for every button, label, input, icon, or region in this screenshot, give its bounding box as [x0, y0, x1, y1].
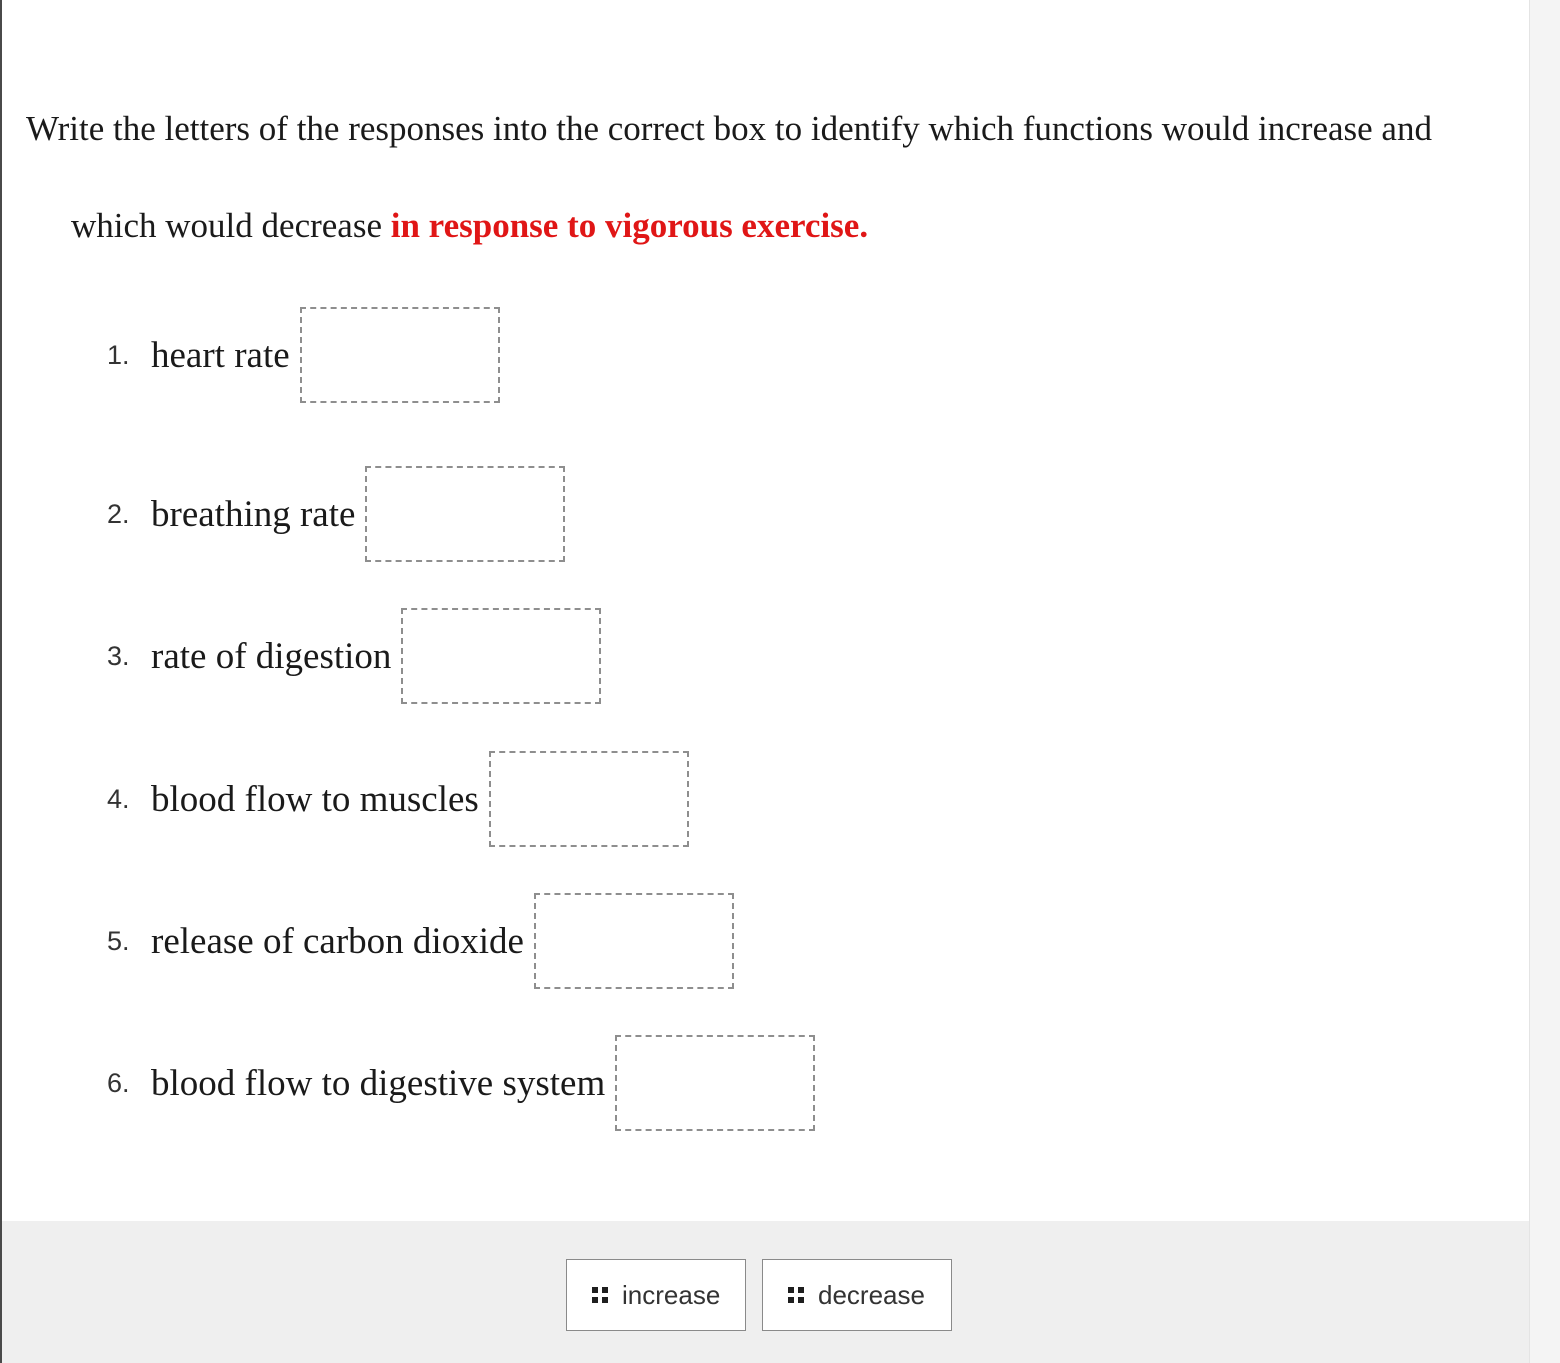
- list-item: [107, 606, 601, 706]
- list-item: [107, 305, 500, 405]
- item-number: 3.: [107, 640, 130, 671]
- answer-drop-box[interactable]: [401, 608, 601, 704]
- answer-drop-box[interactable]: [534, 893, 734, 989]
- choice-decrease[interactable]: [762, 1259, 952, 1331]
- instructions-emphasis: in response to vigorous exercise.: [390, 206, 869, 245]
- item-label: heart rate: [151, 334, 290, 376]
- question-instructions: [26, 80, 1516, 274]
- drag-handle-icon: [592, 1287, 608, 1303]
- item-number: 2.: [107, 498, 130, 529]
- item-number: 5.: [107, 925, 130, 956]
- response-bank: [2, 1221, 1529, 1363]
- item-label: blood flow to digestive system: [151, 1062, 606, 1104]
- answer-drop-box[interactable]: [615, 1035, 815, 1131]
- drag-handle-icon: [788, 1287, 804, 1303]
- choice-label: decrease: [818, 1279, 925, 1310]
- list-item: [107, 1033, 815, 1133]
- answer-drop-box[interactable]: [489, 751, 689, 847]
- choice-increase[interactable]: [566, 1259, 746, 1331]
- item-label: blood flow to muscles: [151, 778, 479, 820]
- instructions-line-2: [26, 206, 868, 245]
- item-number: 6.: [107, 1067, 130, 1098]
- instructions-line-2-text: which would decrease: [71, 206, 391, 245]
- item-number: 4.: [107, 783, 130, 814]
- item-label: breathing rate: [151, 493, 356, 535]
- list-item: [107, 891, 734, 991]
- instructions-line-1: Write the letters of the responses into the correct box to identify which functions would increase and: [26, 109, 1432, 148]
- item-number: 1.: [107, 339, 130, 370]
- item-label: rate of digestion: [151, 635, 392, 677]
- page-scrollbar[interactable]: [1529, 0, 1560, 1363]
- answer-drop-box[interactable]: [365, 466, 565, 562]
- item-label: release of carbon dioxide: [151, 920, 524, 962]
- answer-drop-box[interactable]: [300, 307, 500, 403]
- choice-label: increase: [622, 1279, 721, 1310]
- list-item: [107, 749, 689, 849]
- list-item: [107, 464, 565, 564]
